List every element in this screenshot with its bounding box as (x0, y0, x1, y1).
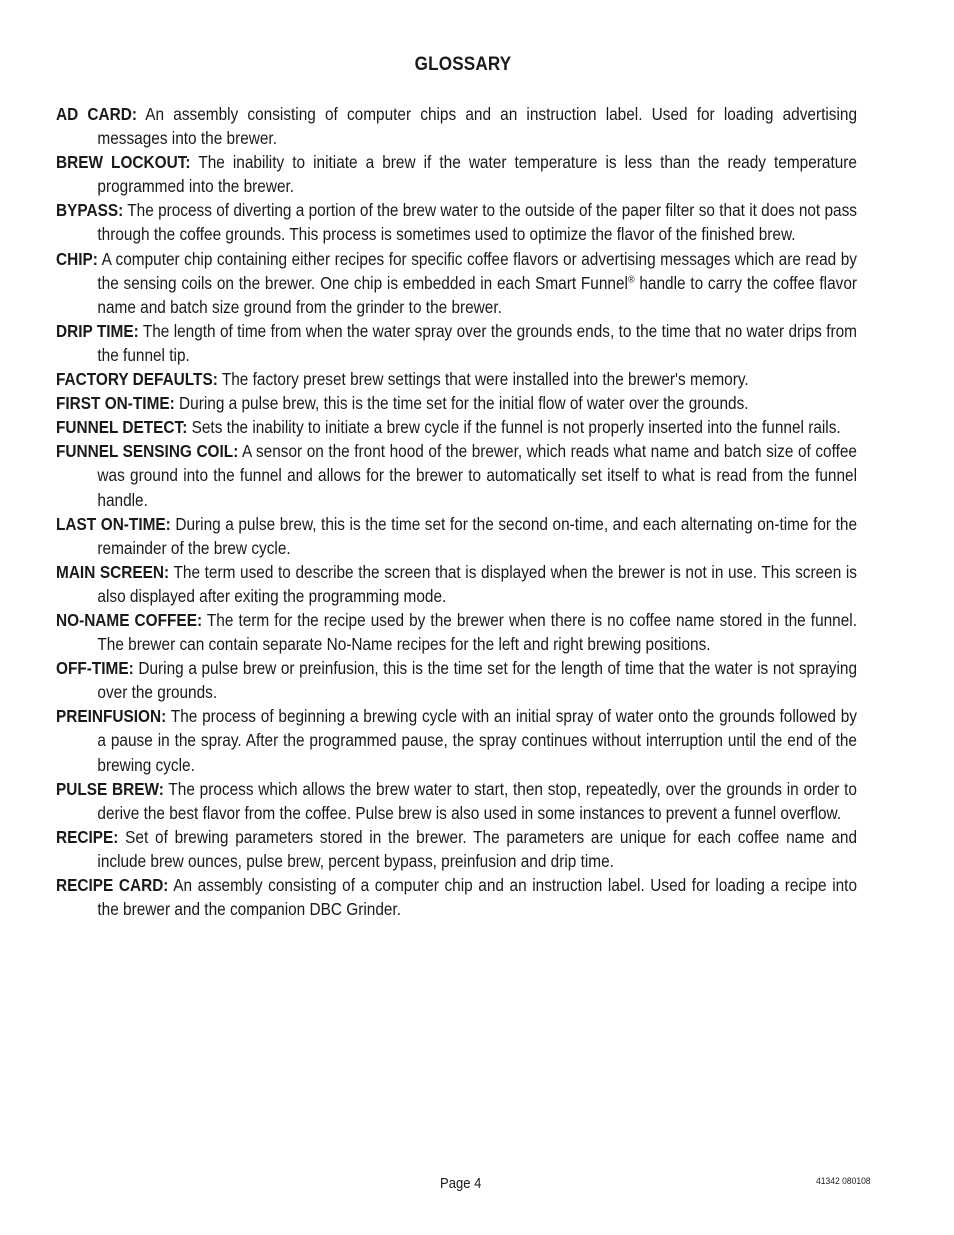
glossary-entry-ad-card (56, 103, 857, 151)
glossary-term: MAIN SCREEN: (56, 562, 170, 582)
glossary-term: PULSE BREW: (56, 779, 164, 799)
document-code: 41342 080108 (816, 1176, 871, 1187)
glossary-term: AD CARD: (56, 105, 137, 124)
glossary-entry-recipe (56, 826, 857, 874)
glossary-entry-bypass (56, 199, 857, 247)
glossary-definition: During a pulse brew, this is the time set for the initial flow of water over the grounds. (179, 394, 749, 414)
glossary-term: RECIPE CARD: (56, 876, 169, 895)
glossary-term: FUNNEL SENSING COIL: (56, 442, 239, 462)
glossary-entry-off-time (56, 657, 857, 705)
glossary-entry-pulse-brew (56, 778, 857, 826)
page-title: GLOSSARY (414, 54, 512, 75)
glossary-entry-chip (56, 248, 857, 320)
glossary-definition: The inability to initiate a brew if the water temperature is less than the ready temperature programmed into the brewer. (97, 153, 857, 197)
glossary-entry-first-on-time (56, 392, 857, 416)
glossary-definition: A computer chip containing either recipes for specific coffee flavors or advertising messages which are read by the sensing coils on the brewer. One chip is embedded in each Smart Funnel (97, 249, 858, 293)
glossary-term: PREINFUSION: (56, 707, 167, 727)
glossary-term: FIRST ON-TIME: (56, 394, 175, 414)
glossary-definition: A sensor on the front hood of the brewer, which reads what name and batch size of coffee was ground into the funnel and allows for the brewer to automatically set itself to what is read from the funnel handle. (97, 442, 857, 510)
glossary-definition: Sets the inability to initiate a brew cycle if the funnel is not properly inserted into the funnel rails. (191, 418, 841, 438)
glossary-definition: An assembly consisting of a computer chip and an instruction label. Used for loading a recipe into the brewer and the companion DBC Grinder. (97, 876, 857, 920)
glossary-definition: The process of beginning a brewing cycle with an initial spray of water onto the grounds followed by a pause in the spray. After the programmed pause, the spray continues without interruption until the end of the brewing cycle. (97, 707, 857, 775)
glossary-definition: During a pulse brew or preinfusion, this is the time set for the length of time that the water is not spraying over the grounds. (97, 659, 858, 703)
glossary-entry-recipe-card (56, 874, 857, 922)
glossary-definition: An assembly consisting of computer chips and an instruction label. Used for loading advertising messages into the brewer. (97, 105, 858, 149)
glossary-entry-preinfusion (56, 705, 857, 777)
glossary-definition: The process which allows the brew water to start, then stop, repeatedly, over the grounds in order to derive the best flavor from the coffee. Pulse brew is also used in some instances to prevent a funnel overflow. (97, 779, 857, 823)
glossary-term: FUNNEL DETECT: (56, 418, 188, 438)
glossary-term: NO-NAME COFFEE: (56, 610, 203, 630)
glossary-term: LAST ON-TIME: (56, 514, 171, 534)
glossary-entry-funnel-sensing-coil (56, 440, 857, 512)
glossary-entry-brew-lockout (56, 151, 857, 199)
glossary-definition-rest: handle to carry the coffee flavor name and batch size ground from the grinder to the brewer. (97, 273, 857, 317)
glossary-term: BREW LOCKOUT: (56, 153, 191, 173)
registered-mark: ® (627, 273, 635, 285)
glossary-definition: The term used to describe the screen that is displayed when the brewer is not in use. This screen is also displayed after exiting the programming mode. (97, 562, 857, 606)
glossary-entry-factory-defaults (56, 368, 857, 392)
glossary-definition: The factory preset brew settings that were installed into the brewer's memory. (221, 370, 749, 390)
glossary-definition: The length of time from when the water spray over the grounds ends, to the time that no water drips from the funnel tip. (97, 321, 857, 365)
glossary-list (56, 103, 857, 922)
glossary-term: DRIP TIME: (56, 321, 139, 341)
glossary-term: FACTORY DEFAULTS: (56, 370, 218, 390)
glossary-entry-drip-time (56, 320, 857, 368)
glossary-definition: Set of brewing parameters stored in the brewer. The parameters are unique for each coffee name and include brew ounces, pulse brew, percent bypass, preinfusion and drip time. (97, 827, 857, 871)
glossary-definition: The term for the recipe used by the brewer when there is no coffee name stored in the funnel. The brewer can contain separate No-Name recipes for the left and right brewing positions. (97, 610, 857, 655)
glossary-term: OFF-TIME: (56, 659, 134, 679)
glossary-entry-funnel-detect (56, 416, 857, 440)
glossary-term: CHIP: (56, 249, 98, 269)
glossary-definition: The process of diverting a portion of the brew water to the outside of the paper filter so that it does not pass through the coffee grounds. This process is sometimes used to optimize the flavor of the finished brew. (97, 201, 858, 245)
glossary-entry-no-name-coffee (56, 609, 857, 657)
glossary-entry-last-on-time (56, 513, 857, 561)
glossary-entry-main-screen (56, 561, 857, 609)
glossary-term: BYPASS: (56, 201, 124, 221)
glossary-definition: During a pulse brew, this is the time set for the second on-time, and each alternating on-time for the remainder of the brew cycle. (97, 514, 857, 558)
glossary-term: RECIPE: (56, 827, 119, 847)
page-number: Page 4 (440, 1176, 482, 1192)
